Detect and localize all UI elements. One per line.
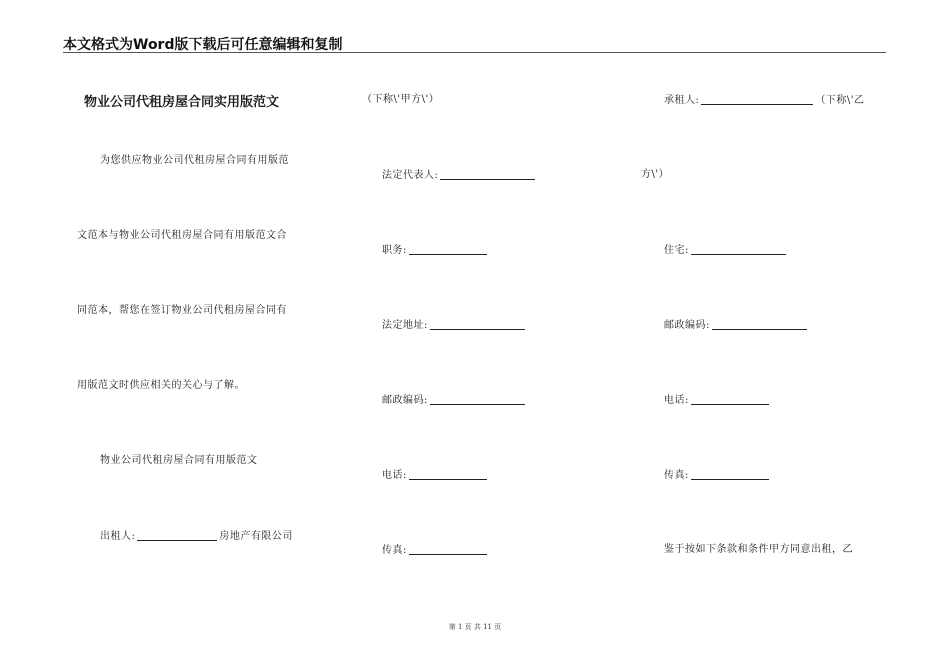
intro-line-4: 用版范文时供应相关的关心与了解。 [77,380,245,391]
fax-b-blank[interactable] [691,468,769,480]
lessee-blank[interactable] [701,93,813,105]
legal-address-line [382,318,527,333]
intro-line-1: 为您供应物业公司代租房屋合同有用版范 [100,155,289,166]
phone-b-line [664,393,771,408]
position-label: 职务: [382,245,407,256]
legal-address-label: 法定地址: [382,320,428,331]
document-title: 物业公司代租房屋合同实用版范文 [84,95,280,110]
legal-address-blank[interactable] [430,318,525,330]
legal-rep-line [382,168,537,183]
position-blank[interactable] [409,243,487,255]
phone-a-label: 电话: [382,470,407,481]
lessor-blank[interactable] [137,529,217,541]
party-a-alias: （下称\'甲方\'） [362,94,440,105]
legal-rep-blank[interactable] [440,168,535,180]
phone-a-line [382,468,489,483]
page-footer: 第 1 页 共 11 页 [448,623,502,631]
document-subtitle: 物业公司代租房屋合同有用版范文 [100,455,258,466]
fax-b-label: 传真: [664,470,689,481]
postcode-b-blank[interactable] [712,318,807,330]
fax-b-line [664,468,771,483]
intro-line-3: 同范本，帮您在签订物业公司代租房屋合同有 [77,305,287,316]
phone-b-blank[interactable] [691,393,769,405]
postcode-a-blank[interactable] [430,393,525,405]
fax-a-blank[interactable] [409,543,487,555]
postcode-a-line [382,393,527,408]
lessor-line [100,529,293,544]
party-b-alias-end: 方\'） [641,169,670,180]
postcode-b-line [664,318,809,333]
fax-a-line [382,543,489,558]
fax-a-label: 传真: [382,545,407,556]
lessor-suffix: 房地产有限公司 [219,531,293,542]
residence-line [664,243,788,258]
lessee-label: 承租人: [664,95,700,106]
phone-a-blank[interactable] [409,468,487,480]
residence-label: 住宅: [664,245,689,256]
phone-b-label: 电话: [664,395,689,406]
postcode-b-label: 邮政编码: [664,320,710,331]
header-divider [63,52,886,53]
lessee-line [664,93,865,108]
legal-rep-label: 法定代表人: [382,170,439,181]
postcode-a-label: 邮政编码: [382,395,428,406]
intro-line-2: 文范本与物业公司代租房屋合同有用版范文合 [77,230,287,241]
position-line [382,243,489,258]
party-b-alias-start: （下称\'乙 [815,95,865,106]
lessor-label: 出租人: [100,531,136,542]
page-header: 本文格式为Word版下载后可任意编辑和复制 [63,37,343,53]
residence-blank[interactable] [691,243,786,255]
agreement-start: 鉴于按如下条款和条件甲方同意出租，乙 [664,544,853,555]
